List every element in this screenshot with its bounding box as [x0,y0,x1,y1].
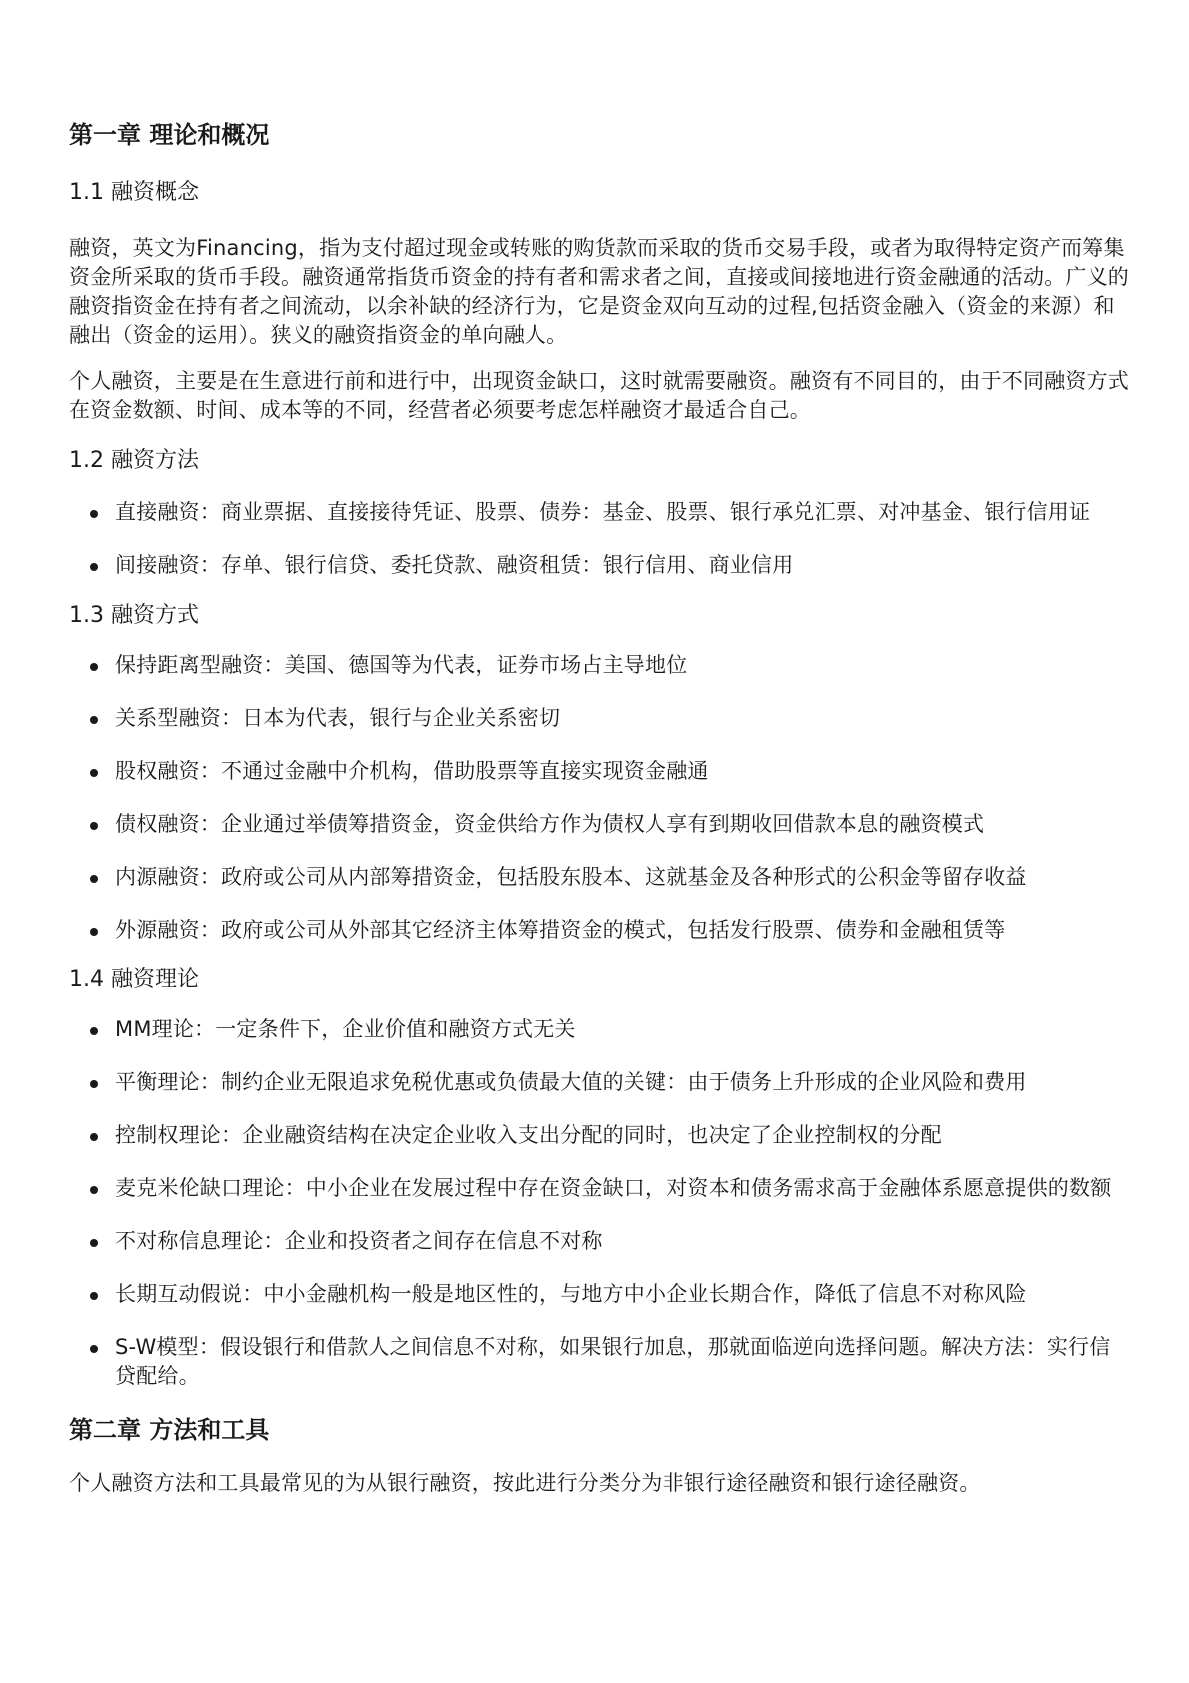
list-item-text: 直接融资：商业票据、直接接待凭证、股票、债券：基金、股票、银行承兑汇票、对冲基金、银行信用证 [115,500,1091,524]
section-1-4-list [69,1015,1129,1391]
list-item-text: 债权融资：企业通过举债筹措资金，资金供给方作为债权人享有到期收回借款本息的融资模式 [115,812,985,836]
bullet-icon [90,822,98,830]
list-item [69,704,1129,733]
list-item [69,1333,1129,1391]
section-1-2-title: 1.2 融资方法 [69,448,199,473]
list-item-text: S-W模型：假设银行和借款人之间信息不对称，如果银行加息，那就面临逆向选择问题。解决方法：实行信贷配给。 [115,1335,1111,1388]
list-item-text: 长期互动假说：中小金融机构一般是地区性的，与地方中小企业长期合作，降低了信息不对称风险 [115,1282,1027,1306]
section-1-4-title: 1.4 融资理论 [69,967,199,992]
list-item [69,651,1129,680]
list-item-text: 保持距离型融资：美国、德国等为代表，证券市场占主导地位 [115,653,688,677]
section-1-3-list [69,651,1129,945]
list-item [69,1121,1129,1150]
chapter-1-title: 第一章 理论和概况 [69,121,270,149]
list-item-text: 关系型融资：日本为代表，银行与企业关系密切 [115,706,561,730]
chapter-2-paragraph-1: 个人融资方法和工具最常见的为从银行融资，按此进行分类分为非银行途径融资和银行途径融资。 [69,1471,981,1495]
list-item-text: MM理论：一定条件下，企业价值和融资方式无关 [115,1017,576,1041]
bullet-icon [90,716,98,724]
bullet-icon [90,563,98,571]
bullet-icon [90,928,98,936]
bullet-icon [90,875,98,883]
list-item [69,1068,1129,1097]
list-item-text: 间接融资：存单、银行信贷、委托贷款、融资租赁：银行信用、商业信用 [115,553,794,577]
bullet-icon [90,1080,98,1088]
bullet-icon [90,663,98,671]
list-item-text: 外源融资：政府或公司从外部其它经济主体筹措资金的模式，包括发行股票、债券和金融租赁等 [115,918,1006,942]
section-1-1-paragraph-2: 个人融资，主要是在生意进行前和进行中，出现资金缺口，这时就需要融资。融资有不同目的，由于不同融资方式在资金数额、时间、成本等的不同，经营者必须要考虑怎样融资才最适合自己。 [69,369,1129,422]
list-item [69,1280,1129,1309]
list-item [69,1174,1129,1203]
list-item [69,1015,1129,1044]
section-1-1-paragraph-1: 融资，英文为Financing，指为支付超过现金或转账的购货款而采取的货币交易手段，或者为取得特定资产而筹集资金所采取的货币手段。融资通常指货币资金的持有者和需求者之间，直接或间接地进行资金融通的活动。广义的融资指资金在持有者之间流动，以余补缺的经济行为，它是资金双向互动的过程,包括资金融入（资金的来源）和融出（资金的运用）。狭义的融资指资金的单向融人。 [69,236,1129,347]
bullet-icon [90,769,98,777]
list-item-text: 麦克米伦缺口理论：中小企业在发展过程中存在资金缺口，对资本和债务需求高于金融体系愿意提供的数额 [115,1176,1112,1200]
bullet-icon [90,1292,98,1300]
list-item-text: 控制权理论：企业融资结构在决定企业收入支出分配的同时，也决定了企业控制权的分配 [115,1123,942,1147]
bullet-icon [90,1239,98,1247]
bullet-icon [90,510,98,518]
list-item [69,863,1129,892]
list-item-text: 平衡理论：制约企业无限追求免税优惠或负债最大值的关键：由于债务上升形成的企业风险和费用 [115,1070,1027,1094]
bullet-icon [90,1027,98,1035]
chapter-2-title: 第二章 方法和工具 [69,1416,270,1444]
list-item-text: 股权融资：不通过金融中介机构，借助股票等直接实现资金融通 [115,759,709,783]
bullet-icon [90,1133,98,1141]
list-item [69,551,1129,580]
list-item-text: 内源融资：政府或公司从内部筹措资金，包括股东股本、这就基金及各种形式的公积金等留存收益 [115,865,1027,889]
list-item [69,1227,1129,1256]
bullet-icon [90,1345,98,1353]
section-1-2-list [69,498,1129,580]
list-item [69,810,1129,839]
list-item [69,916,1129,945]
section-1-3-title: 1.3 融资方式 [69,603,199,628]
list-item [69,757,1129,786]
document-page [69,118,1129,1498]
list-item [69,498,1129,527]
list-item-text: 不对称信息理论：企业和投资者之间存在信息不对称 [115,1229,603,1253]
bullet-icon [90,1186,98,1194]
section-1-1-title: 1.1 融资概念 [69,180,199,205]
